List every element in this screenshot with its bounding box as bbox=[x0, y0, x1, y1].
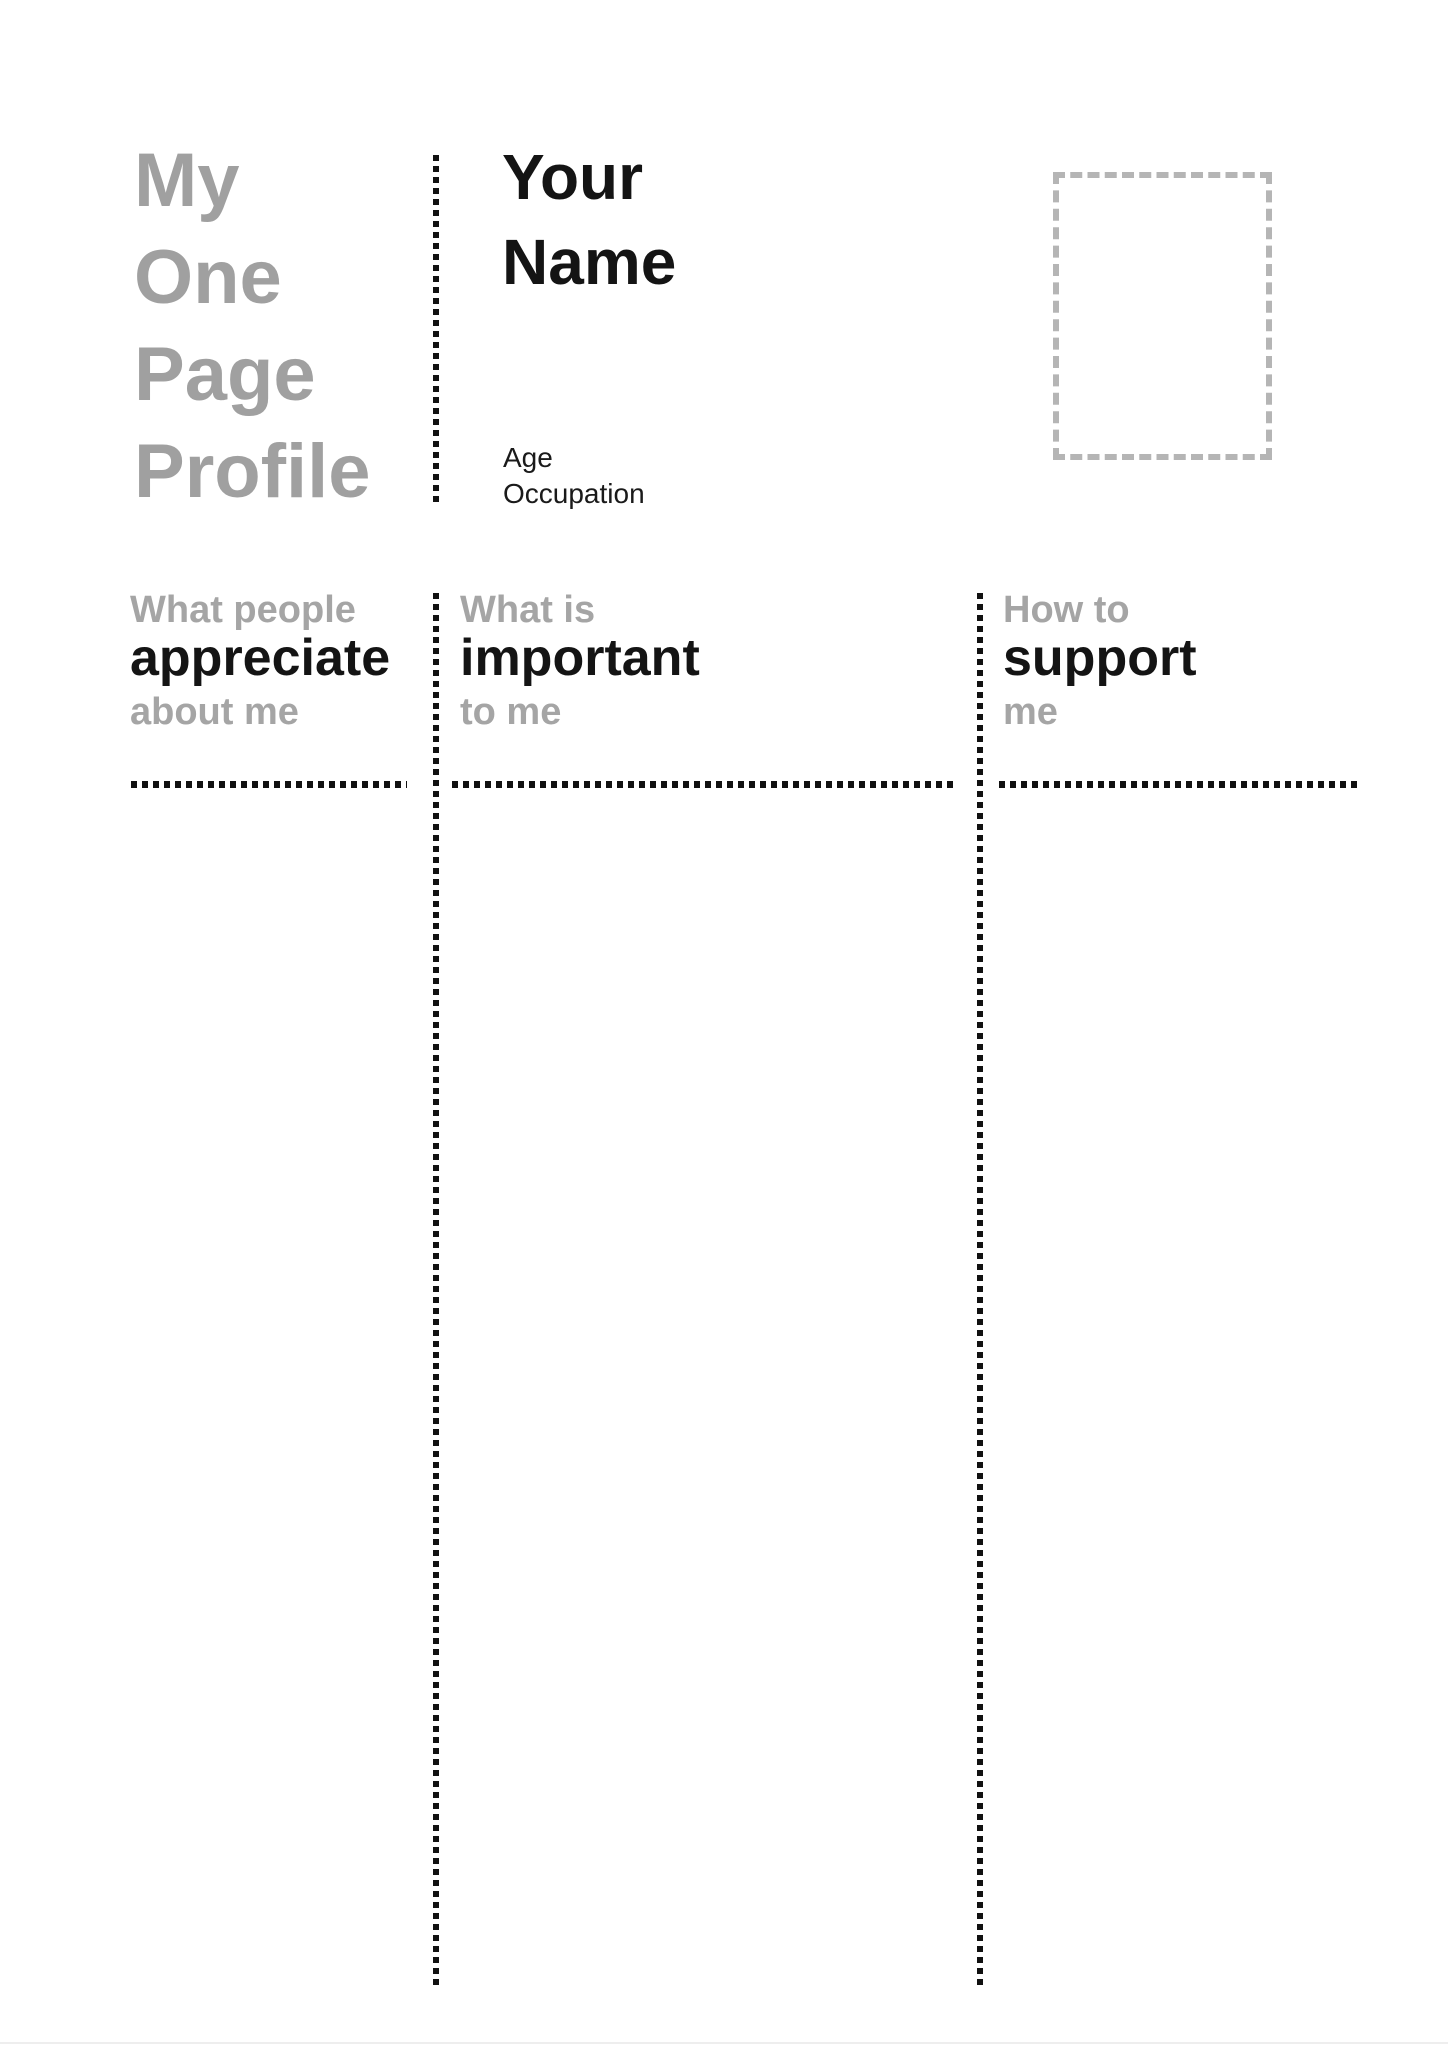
occupation-placeholder[interactable]: Occupation bbox=[503, 478, 645, 509]
age-placeholder[interactable]: Age bbox=[503, 442, 553, 473]
column-header-support bbox=[1003, 590, 1197, 732]
photo-placeholder-box[interactable] bbox=[1053, 172, 1272, 460]
title-name-vertical-separator bbox=[433, 155, 439, 507]
column-header-lead: What people bbox=[130, 589, 356, 631]
column-header-tail: me bbox=[1003, 691, 1058, 733]
column-header-tail: to me bbox=[460, 691, 562, 733]
name-placeholder-line2[interactable]: Name bbox=[502, 226, 677, 298]
document-title-line: Profile bbox=[134, 429, 371, 514]
column-vertical-separator-2 bbox=[977, 593, 983, 1985]
column-header-lead: How to bbox=[1003, 589, 1130, 631]
column-vertical-separator-1 bbox=[433, 593, 439, 1985]
document-title-line: One bbox=[134, 235, 282, 320]
page-bottom-edge bbox=[0, 2042, 1448, 2044]
column-header-appreciate bbox=[130, 590, 390, 732]
column-header-important bbox=[460, 590, 700, 732]
support-content-area[interactable] bbox=[1000, 800, 1430, 1980]
appreciate-content-area[interactable] bbox=[112, 800, 417, 1980]
column-header-emphasis: appreciate bbox=[130, 629, 391, 687]
column-header-emphasis: support bbox=[1003, 629, 1197, 687]
column-header-tail: about me bbox=[130, 691, 299, 733]
column-header-emphasis: important bbox=[460, 629, 700, 687]
document-title bbox=[134, 132, 371, 520]
name-placeholder[interactable] bbox=[502, 135, 676, 305]
document-title-line: Page bbox=[134, 332, 316, 417]
column-header-lead: What is bbox=[460, 589, 596, 631]
support-header-underline bbox=[999, 781, 1360, 788]
document-title-line: My bbox=[134, 138, 240, 223]
important-content-area[interactable] bbox=[455, 800, 960, 1980]
appreciate-header-underline bbox=[131, 781, 407, 788]
details-placeholder[interactable] bbox=[503, 440, 645, 512]
important-header-underline bbox=[452, 781, 954, 788]
name-placeholder-line1[interactable]: Your bbox=[502, 141, 644, 213]
